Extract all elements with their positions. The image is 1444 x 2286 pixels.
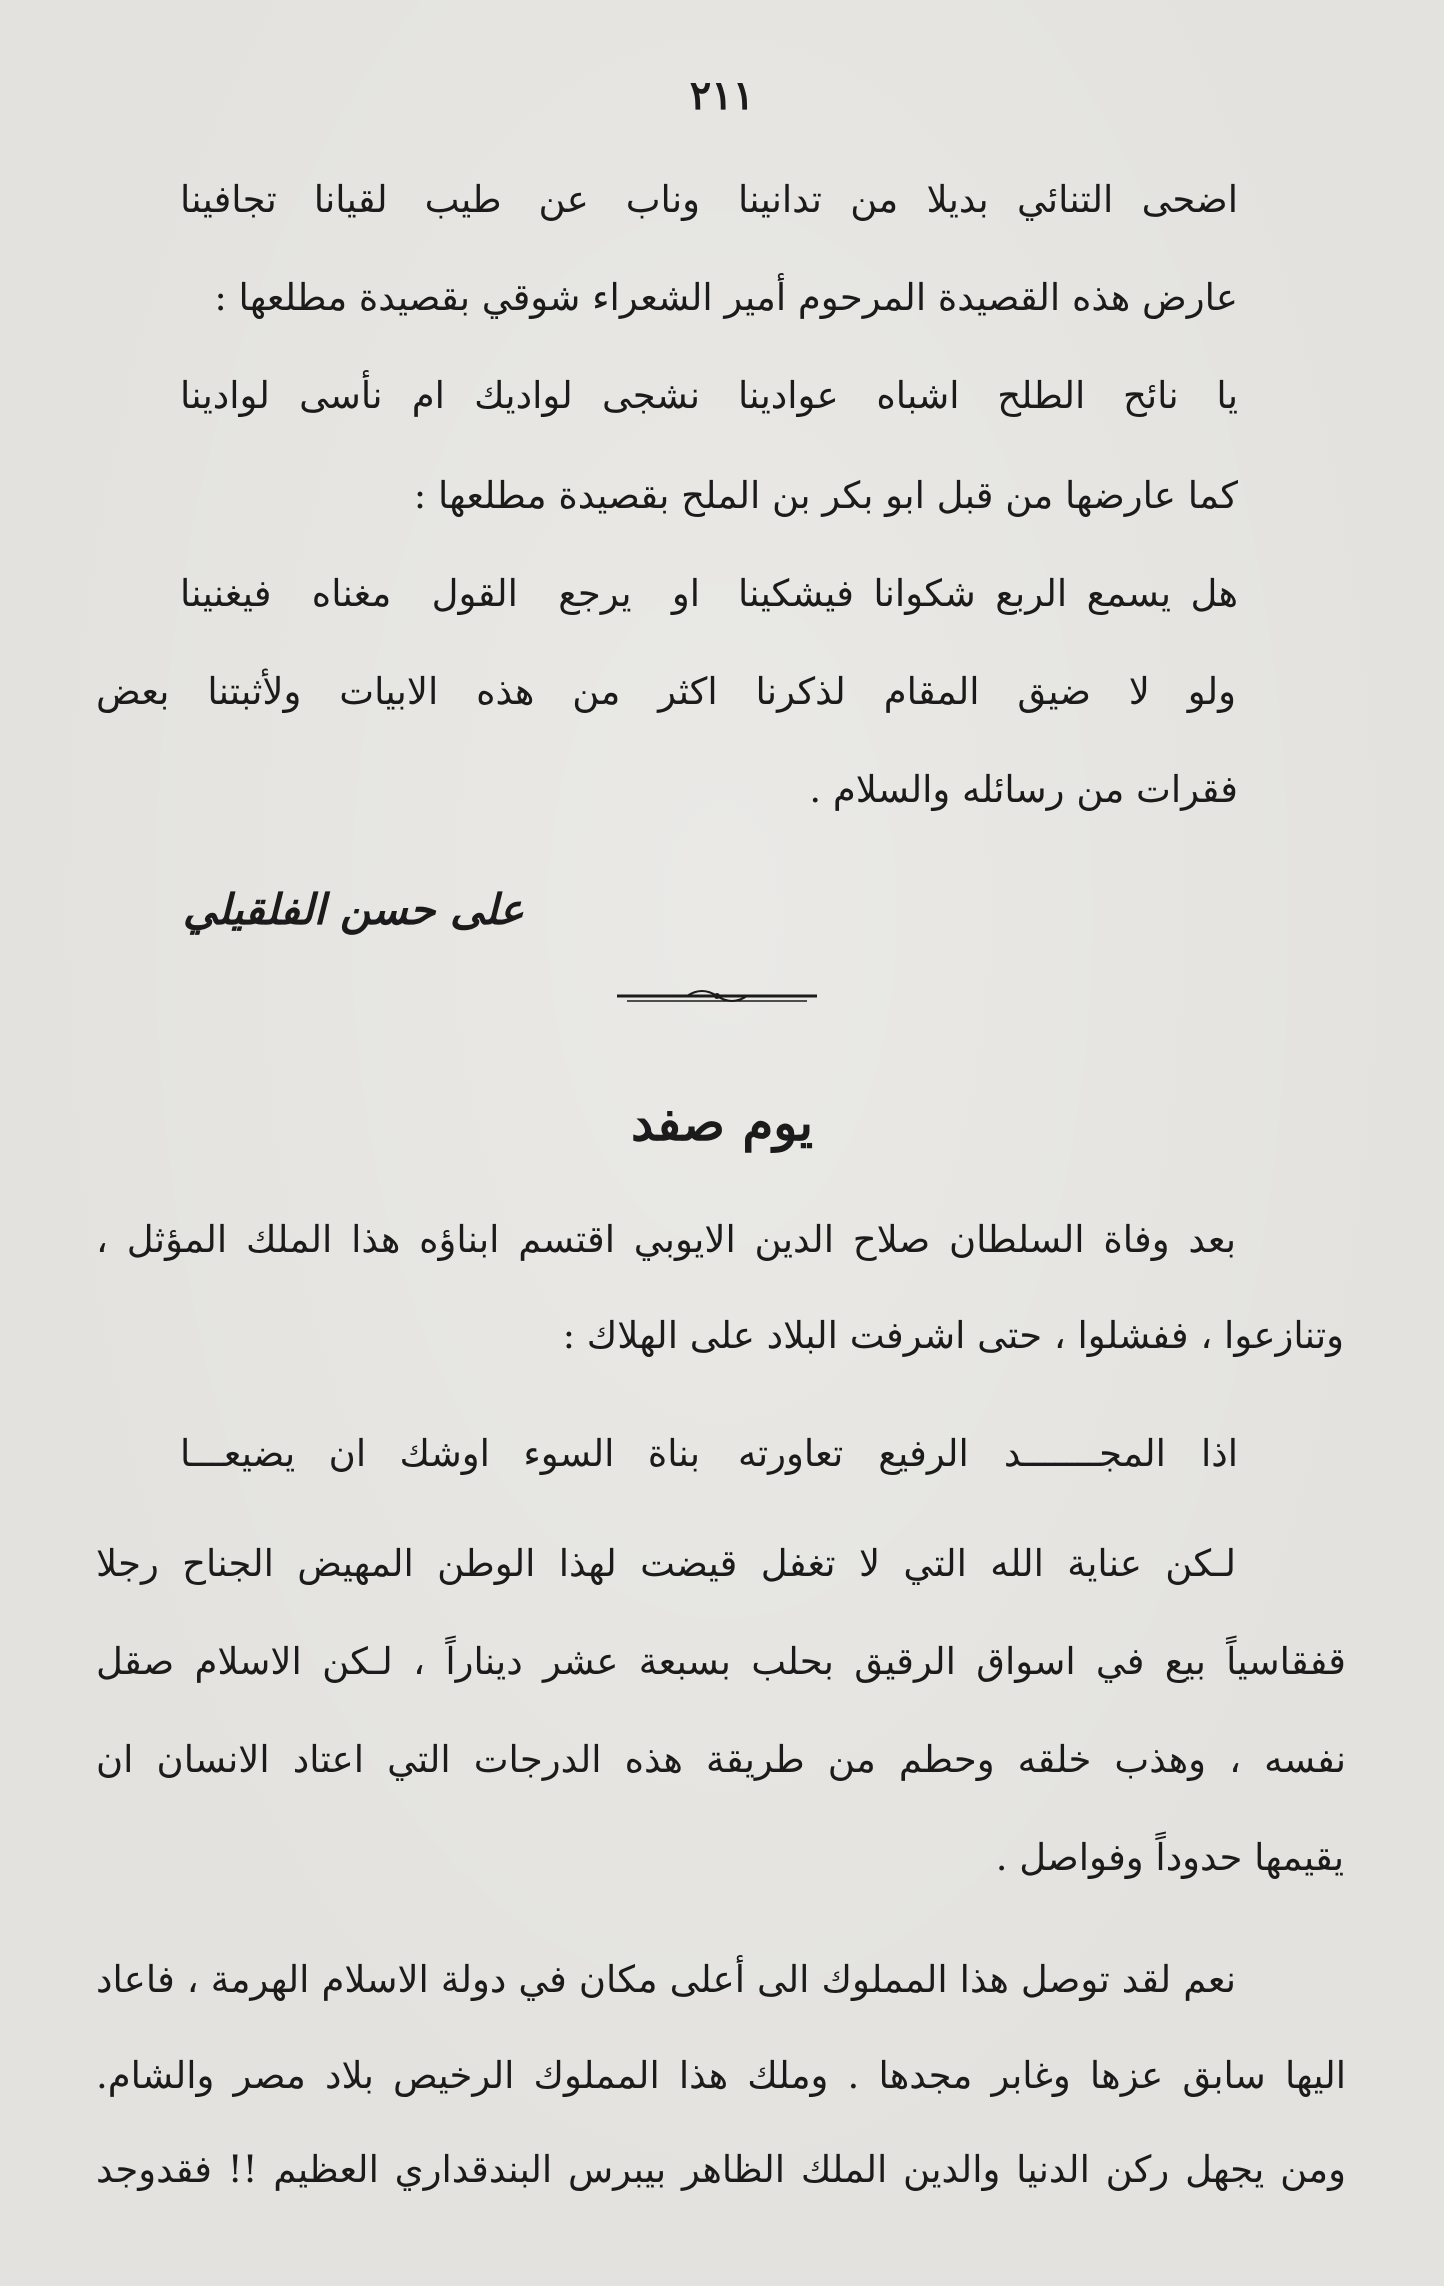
verse-2-first-hemistich: يا نائح الطلح اشباه عوادينا (738, 374, 1238, 417)
para-1-line-1: بعد وفاة السلطان صلاح الدين الايوبي اقتسم ابناؤه هذا الملك المؤثل ، (96, 1218, 1236, 1261)
para-2-line-2: قفقاسياً بيع في اسواق الرقيق بحلب بسبعة عشر ديناراً ، لـكن الاسلام صقل (96, 1640, 1346, 1683)
para-2-line-1: لـكن عناية الله التي لا تغفل قيضت لهذا الوطن المهيض الجناح رجلا (96, 1542, 1236, 1585)
verse-3-second-hemistich: او يرجع القول مغناه فيغنينا (180, 572, 700, 615)
intro-line-shawqi: عارض هذه القصيدة المرحوم أمير الشعراء شوقي بقصيدة مطلعها : (214, 276, 1238, 319)
verse-3-first-hemistich: هل يسمع الربع شكوانا فيشكينا (738, 572, 1238, 615)
verse-1-second-hemistich: وناب عن طيب لقيانا تجافينا (180, 178, 700, 221)
verse-1-first-hemistich: اضحى التنائي بديلا من تدانينا (738, 178, 1238, 221)
closing-line-1: ولو لا ضيق المقام لذكرنا اكثر من هذه الابيات ولأثبتنا بعض (96, 670, 1236, 713)
intro-line-ibn-al-milh: كما عارضها من قبل ابو بكر بن الملح بقصيدة مطلعها : (413, 474, 1238, 517)
para-1-line-2: وتنازعوا ، ففشلوا ، حتى اشرفت البلاد على الهلاك : (562, 1314, 1344, 1357)
section-title: يوم صفد (630, 1093, 814, 1152)
closing-line-2: فقرات من رسائله والسلام . (809, 768, 1238, 811)
author-signature: على حسن الفلقيلي (182, 885, 524, 934)
para-3-line-1: نعم لقد توصل هذا المملوك الى أعلى مكان في دولة الاسلام الهرمة ، فاعاد (96, 1958, 1236, 2001)
para-3-line-2: اليها سابق عزها وغابر مجدها . وملك هذا المملوك الرخيص بلاد مصر والشام. (96, 2054, 1346, 2097)
para-3-line-3: ومن يجهل ركن الدنيا والدين الملك الظاهر بيبرس البندقداري العظيم !! فقدوجد (96, 2148, 1346, 2191)
article-verse-second-hemistich: بناة السوء اوشك ان يضيعـــا (180, 1432, 700, 1475)
para-2-line-4: يقيمها حدوداً وفواصل . (995, 1836, 1344, 1879)
ornament-divider (617, 984, 817, 1008)
page-number: ٢١١ (689, 72, 755, 119)
para-2-line-3: نفسه ، وهذب خلقه وحطم من طريقة هذه الدرجات التي اعتاد الانسان ان (96, 1738, 1346, 1781)
article-verse-first-hemistich: اذا المجـــــــد الرفيع تعاورته (738, 1432, 1238, 1475)
verse-2-second-hemistich: نشجى لواديك ام نأسى لوادينا (180, 374, 700, 417)
